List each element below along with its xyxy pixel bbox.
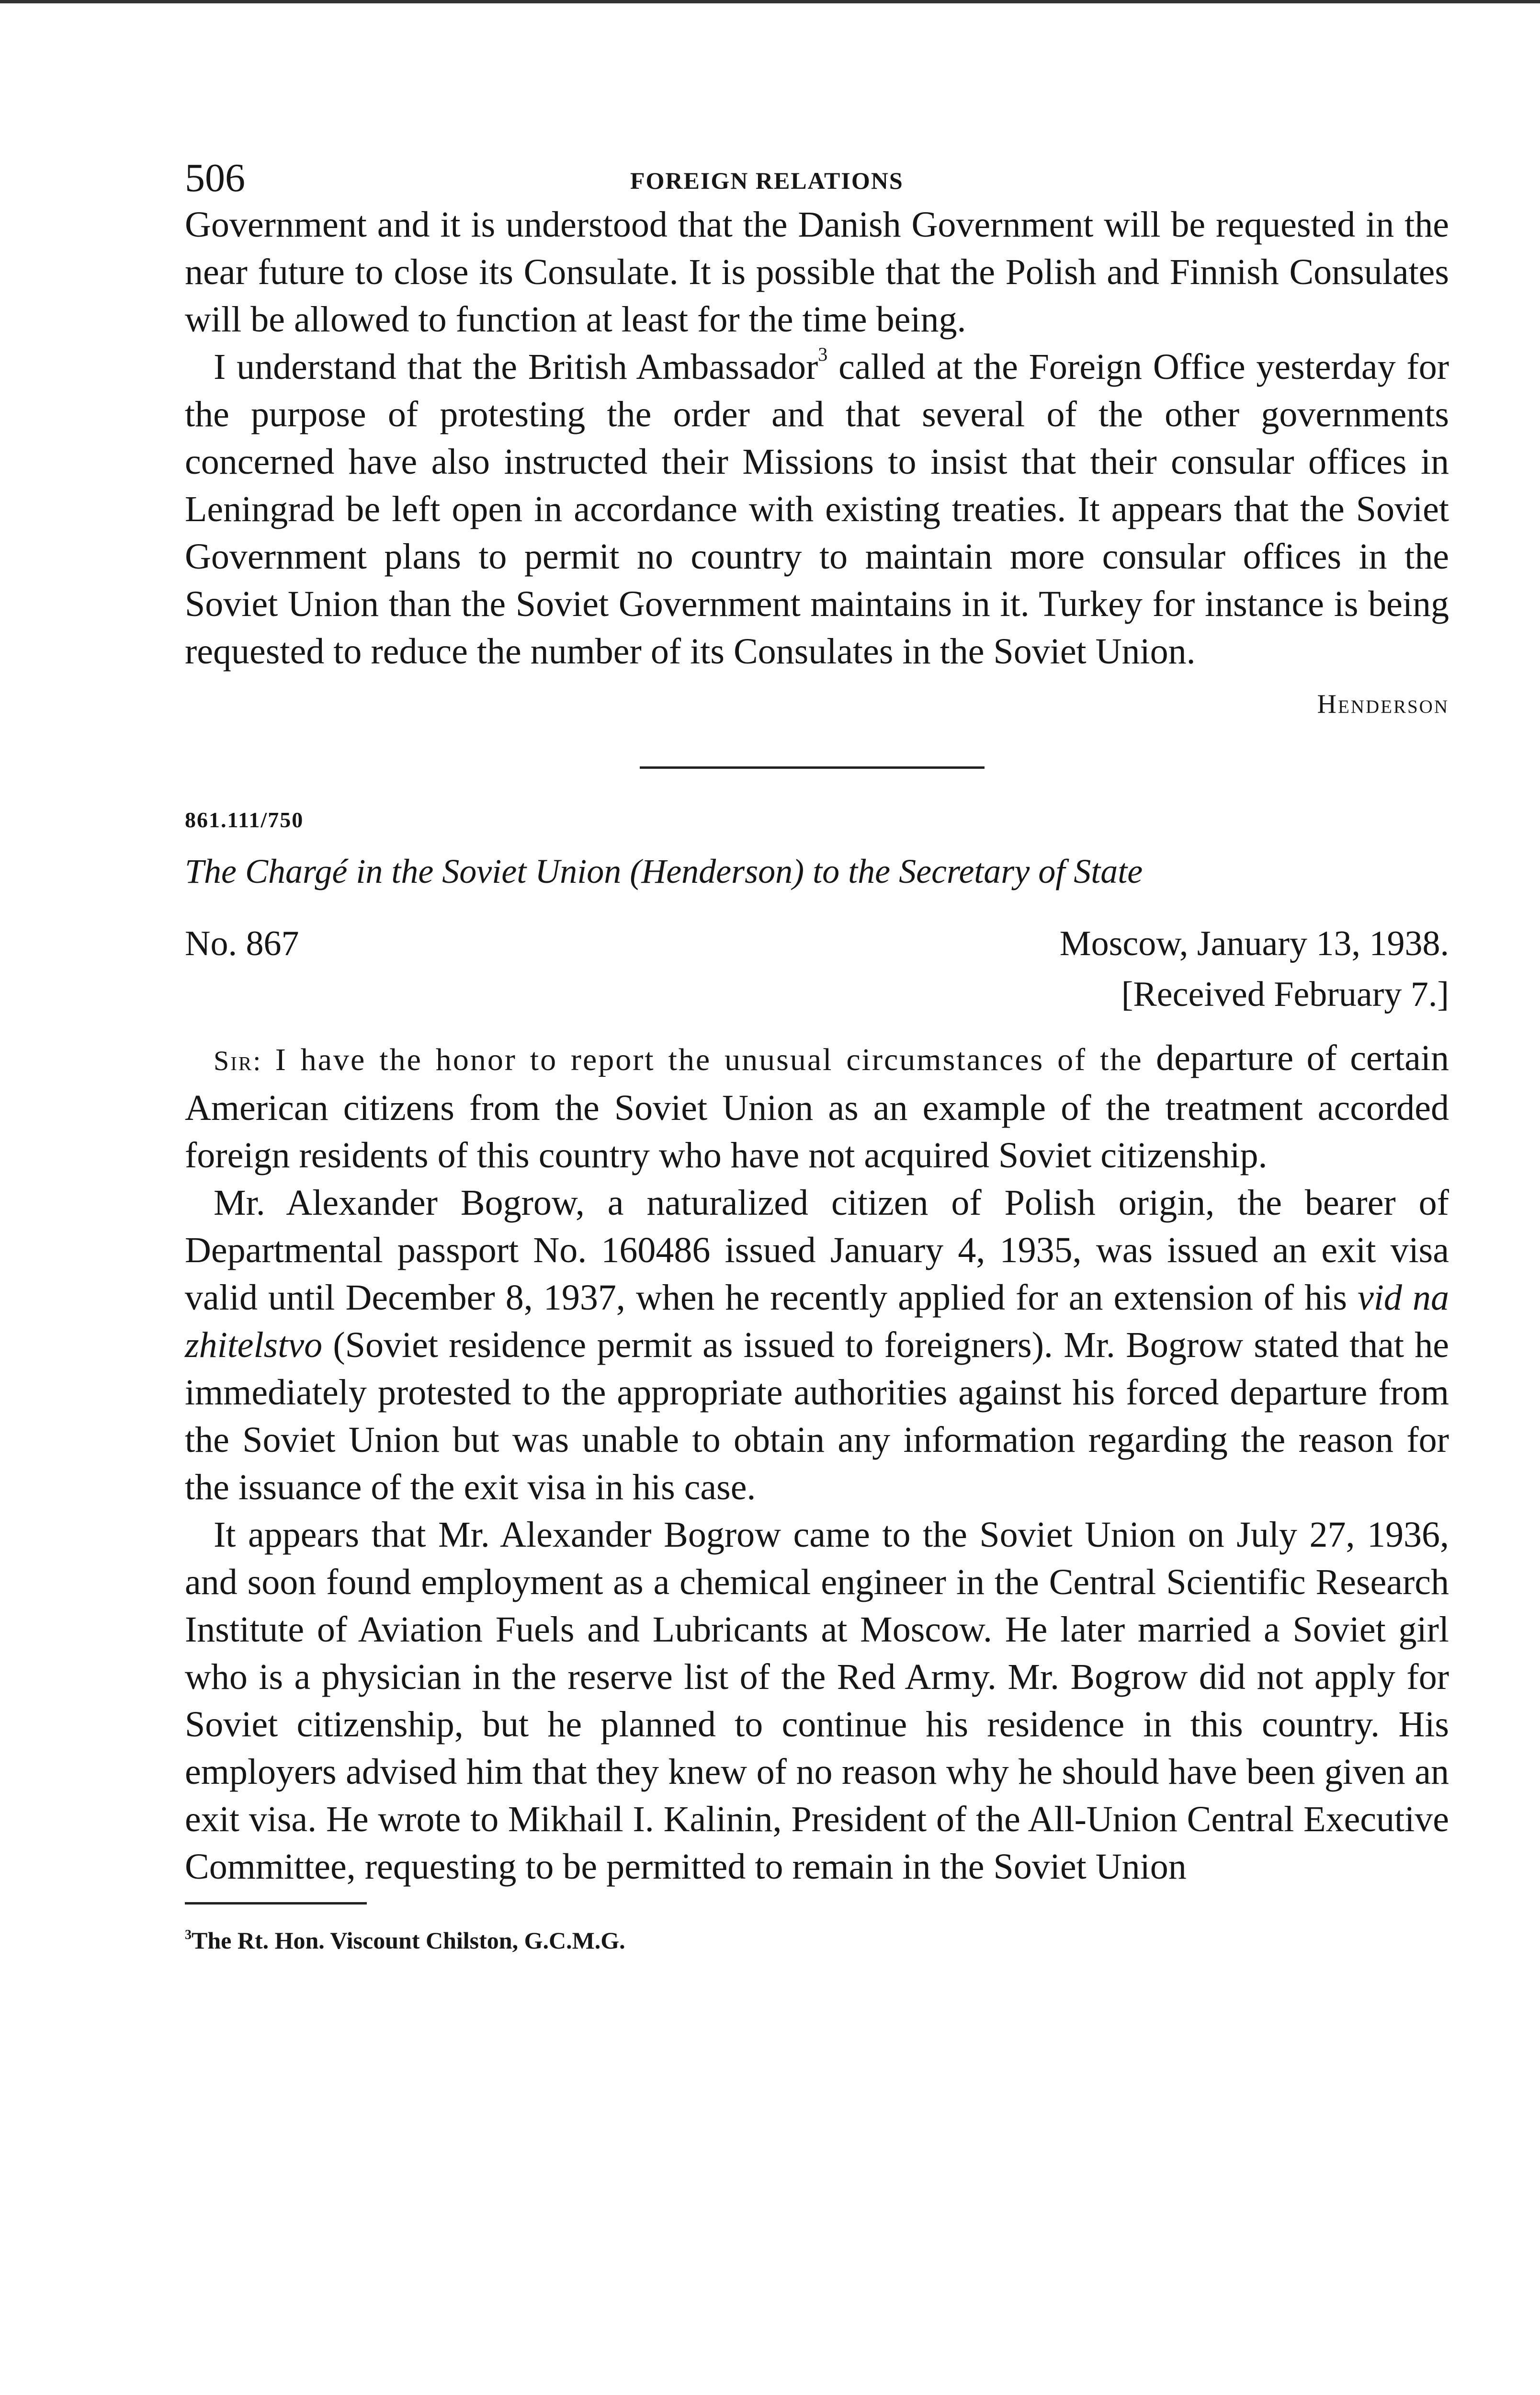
- russian-term: vid na zhitelstvo: [185, 1277, 1449, 1365]
- signature: [185, 685, 1449, 723]
- received-date: [Received February 7.]: [1121, 975, 1449, 1014]
- ambassador-paragraph: [185, 343, 1449, 675]
- dispatch-paragraph-2-a: Mr. Alexander Bogrow, a naturalized citizen of Polish origin, the bearer of Departmental passport No. 160486 issued January 4, 1935, was issued an exit visa valid until December 8, 1937, when he recently applied for an extension of his: [185, 1183, 1449, 1318]
- dispatch-paragraph-2: [185, 1179, 1449, 1511]
- page-number: 506: [185, 156, 245, 200]
- file-number: 861.111/750: [185, 808, 304, 832]
- continuation-paragraph: Government and it is understood that the Danish Government will be requested in the near future to close its Consulate. It is possible that the Polish and Finnish Consulates will be allowed to function at least for the time being.: [185, 205, 1449, 340]
- document-heading: The Chargé in the Soviet Union (Henderson) to the Secretary of State: [185, 852, 1143, 890]
- dispatch-body: [185, 1035, 1449, 1891]
- section-separator: [640, 766, 985, 769]
- signature-name: Henderson: [1317, 689, 1449, 719]
- ambassador-paragraph-rest: called at the Foreign Office yesterday for the purpose of protesting the order and that several of the other governments concerned have also instructed their Missions to insist that their consular offices in Leningrad be left open in accordance with existing treaties. It appears that the Soviet Government plans to permit no country to maintain more consular offices in the Soviet Union than the Soviet Government maintains in it. Turkey for instance is being requested to reduce the number of its Consulates in the Soviet Union.: [185, 347, 1449, 672]
- running-header: [185, 144, 1449, 201]
- previous-letter-body: [185, 201, 1449, 675]
- footnote: [185, 1921, 1449, 1955]
- footnote-mark: 3: [185, 1927, 192, 1942]
- running-title: FOREIGN RELATIONS: [630, 167, 904, 194]
- footnote-text: The Rt. Hon. Viscount Chilston, G.C.M.G.: [192, 1927, 625, 1954]
- document-number: No. 867: [185, 924, 299, 963]
- dispatch-paragraph-1: [185, 1035, 1449, 1179]
- dateline: Moscow, January 13, 1938.: [1059, 924, 1449, 963]
- dispatch-paragraph-1-rest: departure of certain American citizens from the Soviet Union as an example of the treatment accorded foreign residents of this country who have not acquired Soviet citizenship.: [185, 1038, 1449, 1175]
- footnote-rule: [185, 1902, 367, 1905]
- dispatch-paragraph-3: It appears that Mr. Alexander Bogrow came to the Soviet Union on July 27, 1936, and soon found employment as a chemical engineer in the Central Scientific Research Institute of Aviation Fuels and Lubricants at Moscow. He later married a Soviet girl who is a physician in the reserve list of the Red Army. Mr. Bogrow did not apply for Soviet citizenship, but he planned to continue his residence in this country. His employers advised him that they knew of no reason why he should have been given an exit visa. He wrote to Mikhail I. Kalinin, President of the All-Union Central Executive Committee, requesting to be permitted to remain in the Soviet Union: [185, 1515, 1449, 1887]
- dispatch-paragraph-1-spaced: I have the honor to report the unusual circumstances of the: [275, 1042, 1143, 1077]
- page-top-border: [0, 0, 1540, 3]
- ambassador-paragraph-lead: I understand that the British Ambassador: [214, 347, 818, 387]
- document-page: [185, 144, 1449, 1955]
- document-meta-row: [185, 924, 1449, 971]
- dispatch-paragraph-2-b: (Soviet residence permit as issued to foreigners). Mr. Bogrow stated that he immediately protested to the appropriate authorities against his forced departure from the Soviet Union but was unable to obtain any information regarding the reason for the issuance of the exit visa in his case.: [185, 1325, 1449, 1507]
- footnote-reference: 3: [818, 343, 828, 365]
- salutation: Sir:: [214, 1045, 262, 1076]
